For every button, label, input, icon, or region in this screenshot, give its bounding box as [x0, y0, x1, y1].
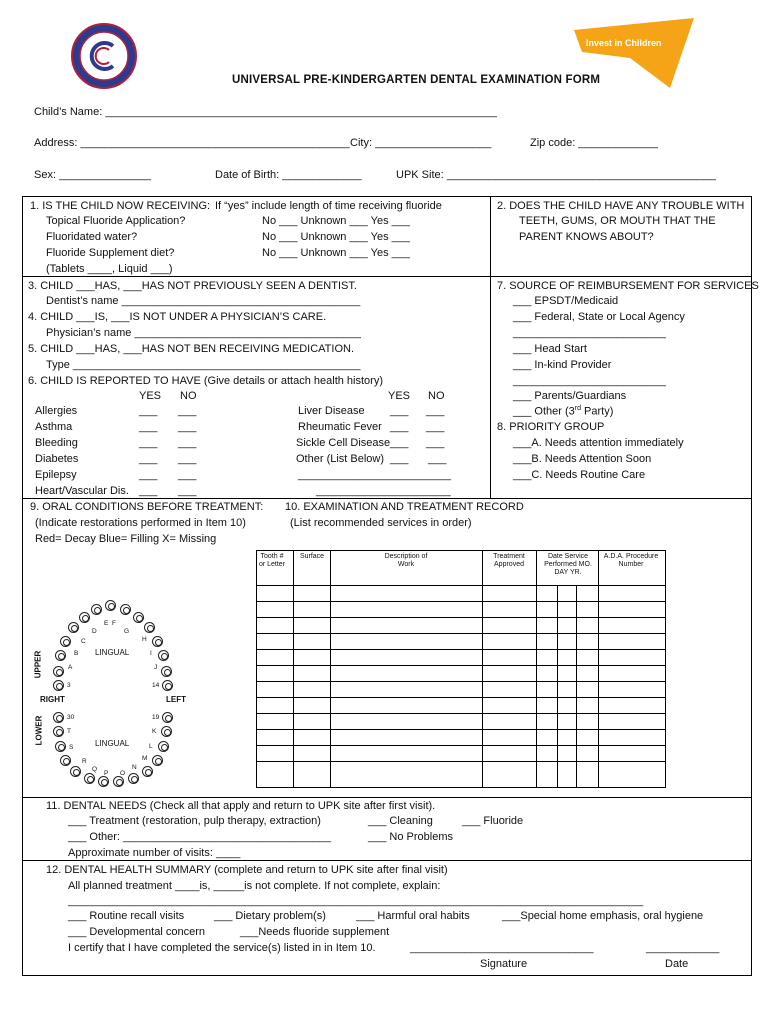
s12-explain-line[interactable]: ______________________________________________________________________________________________ — [68, 895, 644, 907]
tooth-letter: K — [152, 728, 157, 735]
tooth-icon[interactable] — [152, 755, 163, 766]
tooth-icon[interactable] — [91, 604, 102, 615]
tooth-icon[interactable] — [161, 726, 172, 737]
tooth-letter: E — [104, 620, 109, 627]
tooth-icon[interactable] — [79, 612, 90, 623]
divider — [22, 276, 752, 277]
tooth-icon[interactable] — [60, 636, 71, 647]
left-label: LEFT — [166, 695, 186, 704]
s2-line2: TEETH, GUMS, OR MOUTH THAT THE — [519, 215, 716, 227]
no-blank[interactable]: ___ — [178, 405, 197, 417]
s8-item[interactable]: ___C. Needs Routine Care — [513, 469, 646, 481]
condition-label: Liver Disease — [298, 405, 365, 417]
right-label: RIGHT — [40, 695, 65, 704]
date-label: Date — [665, 958, 689, 970]
tooth-icon[interactable] — [70, 766, 81, 777]
col-header-ada: A.D.A. Procedure Number — [603, 553, 659, 568]
tooth-icon[interactable] — [60, 755, 71, 766]
s12-question: 12. DENTAL HEALTH SUMMARY (complete and return to UPK site after final visit) — [46, 864, 448, 876]
tooth-icon[interactable] — [113, 776, 124, 787]
s10-question: 10. EXAMINATION AND TREATMENT RECORD — [285, 501, 524, 513]
other-line[interactable]: _________________________ — [298, 469, 451, 481]
tooth-icon[interactable] — [142, 766, 153, 777]
yes-blank[interactable]: ___ — [139, 469, 158, 481]
s9-sub: (Indicate restorations performed in Item 10) — [35, 517, 246, 529]
s1-row-label: Topical Fluoride Application? — [46, 215, 186, 227]
dob-field[interactable]: Date of Birth: _____________ — [215, 169, 362, 181]
s1-row-label: Fluoridated water? — [46, 231, 138, 243]
tooth-letter: G — [124, 628, 130, 635]
divider — [490, 196, 491, 498]
s8-question: 8. PRIORITY GROUP — [497, 421, 605, 433]
col-header-approved: Treatment Approved — [493, 553, 525, 568]
other-line[interactable]: ______________________ — [316, 485, 451, 497]
tooth-icon[interactable] — [98, 776, 109, 787]
condition-label: Allergies — [35, 405, 78, 417]
table-row[interactable] — [256, 713, 666, 714]
condition-label: Diabetes — [35, 453, 79, 465]
tooth-letter: J — [154, 664, 158, 671]
tooth-icon[interactable] — [84, 773, 95, 784]
s11-visits[interactable]: Approximate number of visits: ____ — [68, 847, 241, 859]
treatment-table — [256, 550, 666, 788]
condition-label: Heart/Vascular Dis. — [35, 485, 129, 497]
tooth-letter: F — [112, 620, 116, 627]
s2-line3: PARENT KNOWS ABOUT? — [519, 231, 654, 243]
s1-hint: If “yes” include length of time receiving fluoride — [215, 200, 442, 212]
tooth-letter: S — [69, 744, 74, 751]
yes-blank[interactable]: ___ — [390, 405, 409, 417]
tooth-icon[interactable] — [133, 612, 144, 623]
tooth-icon[interactable] — [162, 712, 173, 723]
tooth-letter: P — [104, 770, 109, 777]
table-row[interactable] — [256, 617, 666, 618]
condition-label: Bleeding — [35, 437, 78, 449]
upper-label: UPPER — [33, 650, 43, 679]
tooth-letter: R — [82, 758, 87, 765]
tooth-letter: L — [149, 743, 153, 750]
no-blank[interactable]: ___ — [428, 453, 447, 465]
s9-question: 9. ORAL CONDITIONS BEFORE TREATMENT: — [30, 501, 264, 513]
s11-question: 11. DENTAL NEEDS (Check all that apply and return to UPK site after first visit). — [46, 800, 436, 812]
yes-blank[interactable]: ___ — [139, 453, 158, 465]
col-header-tooth: Tooth # or Letter — [258, 553, 286, 568]
table-row[interactable] — [256, 681, 666, 682]
other-sup: rd — [574, 405, 581, 412]
form-title: UNIVERSAL PRE-KINDERGARTEN DENTAL EXAMINATION FORM — [232, 74, 601, 86]
s4-sub[interactable]: Physician’s name _____________________________________ — [46, 327, 361, 339]
s12-certify: I certify that I have completed the service(s) listed in in Item 10. — [68, 942, 376, 954]
s4-question[interactable]: 4. CHILD ___IS, ___IS NOT UNDER A PHYSICIAN’S CARE. — [28, 311, 327, 323]
col-header-description: Description of Work — [384, 553, 428, 568]
condition-label: Rheumatic Fever — [298, 421, 382, 433]
table-row[interactable] — [256, 697, 666, 698]
s10-sub: (List recommended services in order) — [290, 517, 472, 529]
no-blank[interactable]: ___ — [178, 469, 197, 481]
s9-legend: Red= Decay Blue= Filling X= Missing — [35, 533, 217, 545]
tooth-letter: T — [67, 728, 71, 735]
table-row[interactable] — [256, 633, 666, 634]
s2-line1: 2. DOES THE CHILD HAVE ANY TROUBLE WITH — [497, 200, 745, 212]
tooth-icon[interactable] — [120, 604, 131, 615]
tooth-icon[interactable] — [53, 712, 64, 723]
s12-home-emphasis[interactable]: ___Special home emphasis, oral hygiene — [502, 910, 704, 922]
table-row[interactable] — [256, 601, 666, 602]
tooth-number: 14 — [152, 682, 160, 689]
condition-label: Asthma — [35, 421, 73, 433]
col-header-surface: Surface — [299, 553, 325, 560]
tooth-letter: B — [74, 650, 79, 657]
s7-item[interactable]: _________________________ — [513, 327, 666, 339]
s7-item[interactable]: ___ EPSDT/Medicaid — [513, 295, 619, 307]
condition-label: Other (List Below) — [296, 453, 385, 465]
table-row[interactable] — [256, 761, 666, 762]
tooth-icon[interactable] — [55, 650, 66, 661]
lingual-lower-label: LINGUAL — [95, 739, 130, 748]
tooth-icon[interactable] — [53, 666, 64, 677]
tooth-icon[interactable] — [152, 636, 163, 647]
yes-blank[interactable]: ___ — [139, 437, 158, 449]
tooth-icon[interactable] — [55, 741, 66, 752]
s6-question: 6. CHILD IS REPORTED TO HAVE (Give details or attach health history) — [28, 375, 383, 387]
other-label: ___ Other (3 — [513, 405, 575, 418]
s6-no-header: NO — [428, 390, 445, 402]
col-divider — [576, 585, 577, 788]
seal-logo — [70, 22, 138, 90]
logo-text: Invest in Children — [586, 38, 662, 48]
s1-row-answer[interactable]: No ___ Unknown ___ Yes ___ — [262, 247, 411, 259]
s7-item[interactable]: ___ Head Start — [513, 343, 587, 355]
condition-label: Sickle Cell Disease — [296, 437, 391, 449]
s11-cleaning[interactable]: ___ Cleaning — [368, 815, 433, 827]
table-row[interactable] — [256, 649, 666, 650]
s1-row-answer[interactable]: No ___ Unknown ___ Yes ___ — [262, 231, 411, 243]
tooth-icon[interactable] — [158, 741, 169, 752]
tooth-icon[interactable] — [53, 726, 64, 737]
s6-yes-header: YES — [388, 390, 411, 402]
s12-recall[interactable]: ___ Routine recall visits — [68, 910, 185, 922]
no-blank[interactable]: ___ — [178, 421, 197, 433]
s7-item[interactable]: ___ In-kind Provider — [513, 359, 612, 371]
tooth-letter: H — [142, 636, 147, 643]
s12-dietary[interactable]: ___ Dietary problem(s) — [214, 910, 326, 922]
yes-blank[interactable]: ___ — [139, 421, 158, 433]
tooth-chart — [34, 598, 194, 790]
divider — [22, 860, 752, 861]
tooth-letter: M — [142, 755, 148, 762]
tooth-letter: D — [92, 628, 97, 635]
no-blank[interactable]: ___ — [426, 437, 445, 449]
tooth-letter: O — [120, 770, 126, 777]
tooth-letter: A — [68, 664, 73, 671]
s3-question[interactable]: 3. CHILD ___HAS, ___HAS NOT PREVIOUSLY SEEN A DENTIST. — [28, 280, 357, 292]
other-end: Party) — [581, 405, 614, 418]
s11-no-problems[interactable]: ___ No Problems — [368, 831, 453, 843]
tooth-letter: I — [150, 650, 152, 657]
childs-name-field[interactable]: Child’s Name: ________________________________________________________________ — [34, 106, 497, 118]
tooth-icon[interactable] — [162, 680, 173, 691]
s12-developmental[interactable]: ___ Developmental concern — [68, 926, 205, 938]
lower-label: LOWER — [34, 715, 44, 746]
sex-field[interactable]: Sex: _______________ — [34, 169, 151, 181]
tooth-number: 3 — [67, 682, 71, 689]
no-blank[interactable]: ___ — [426, 405, 445, 417]
condition-label: Epilepsy — [35, 469, 77, 481]
s7-item[interactable]: _________________________ — [513, 375, 666, 387]
upk-site-field[interactable]: UPK Site: ____________________________________________ — [396, 169, 716, 181]
tooth-letter: N — [132, 764, 137, 771]
s12-fluoride-supp[interactable]: ___Needs fluoride supplement — [240, 926, 390, 938]
s8-item[interactable]: ___A. Needs attention immediately — [513, 437, 684, 449]
s1-tablets[interactable]: (Tablets ____, Liquid ___) — [46, 263, 173, 275]
address-field[interactable]: Address: ____________________________________________ — [34, 137, 350, 149]
s7-item[interactable]: ___ Parents/Guardians — [513, 390, 627, 402]
no-blank[interactable]: ___ — [178, 437, 197, 449]
s6-no-header: NO — [180, 390, 197, 402]
tooth-icon[interactable] — [128, 773, 139, 784]
tooth-icon[interactable] — [53, 680, 64, 691]
s1-row-label: Fluoride Supplement diet? — [46, 247, 175, 259]
no-blank[interactable]: ___ — [178, 485, 197, 497]
s7-question: 7. SOURCE OF REIMBURSEMENT FOR SERVICES — [497, 280, 759, 292]
s6-yes-header: YES — [139, 390, 162, 402]
tooth-icon[interactable] — [68, 622, 79, 633]
tooth-letter: C — [81, 638, 86, 645]
s8-item[interactable]: ___B. Needs Attention Soon — [513, 453, 652, 465]
tooth-icon[interactable] — [161, 666, 172, 677]
col-header-date: Date Service Performed MO. DAY YR. — [544, 553, 592, 576]
tooth-number: 30 — [67, 714, 75, 721]
s1-question: 1. IS THE CHILD NOW RECEIVING: — [30, 200, 211, 212]
city-field[interactable]: City: ___________________ — [350, 137, 492, 149]
yes-blank[interactable]: ___ — [139, 405, 158, 417]
tooth-number: 19 — [152, 714, 160, 721]
tooth-icon[interactable] — [105, 600, 116, 611]
s12-habits[interactable]: ___ Harmful oral habits — [356, 910, 470, 922]
signature-label: Signature — [480, 958, 528, 970]
table-row[interactable] — [256, 665, 666, 666]
tooth-letter: Q — [92, 766, 98, 773]
table-row[interactable] — [256, 745, 666, 746]
s5-question[interactable]: 5. CHILD ___HAS, ___HAS NOT BEN RECEIVING MEDICATION. — [28, 343, 355, 355]
no-blank[interactable]: ___ — [178, 453, 197, 465]
s1-row-answer[interactable]: No ___ Unknown ___ Yes ___ — [262, 215, 411, 227]
s5-sub[interactable]: Type _______________________________________________ — [46, 359, 361, 371]
yes-blank[interactable]: ___ — [390, 437, 409, 449]
s3-sub[interactable]: Dentist’s name _______________________________________ — [46, 295, 361, 307]
zip-field[interactable]: Zip code: _____________ — [530, 137, 658, 149]
s11-fluoride[interactable]: ___ Fluoride — [462, 815, 524, 827]
col-divider — [557, 585, 558, 788]
no-blank[interactable]: ___ — [426, 421, 445, 433]
header-divider — [256, 585, 666, 586]
yes-blank[interactable]: ___ — [390, 421, 409, 433]
signature-line[interactable]: ______________________________ — [410, 942, 594, 954]
tooth-icon[interactable] — [144, 622, 155, 633]
s11-other[interactable]: ___ Other: __________________________________ — [68, 831, 332, 843]
lingual-upper-label: LINGUAL — [95, 648, 130, 657]
s7-item[interactable]: ___ Federal, State or Local Agency — [513, 311, 685, 323]
tooth-icon[interactable] — [158, 650, 169, 661]
date-line[interactable]: ____________ — [646, 942, 720, 954]
s11-treatment[interactable]: ___ Treatment (restoration, pulp therapy, extraction) — [68, 815, 321, 827]
divider — [22, 797, 752, 798]
s7-item-other[interactable] — [513, 405, 613, 418]
divider — [22, 498, 752, 499]
table-row[interactable] — [256, 729, 666, 730]
yes-blank[interactable]: ___ — [390, 453, 409, 465]
yes-blank[interactable]: ___ — [139, 485, 158, 497]
s12-complete[interactable]: All planned treatment ____is, _____is not complete. If not complete, explain: — [68, 880, 441, 892]
